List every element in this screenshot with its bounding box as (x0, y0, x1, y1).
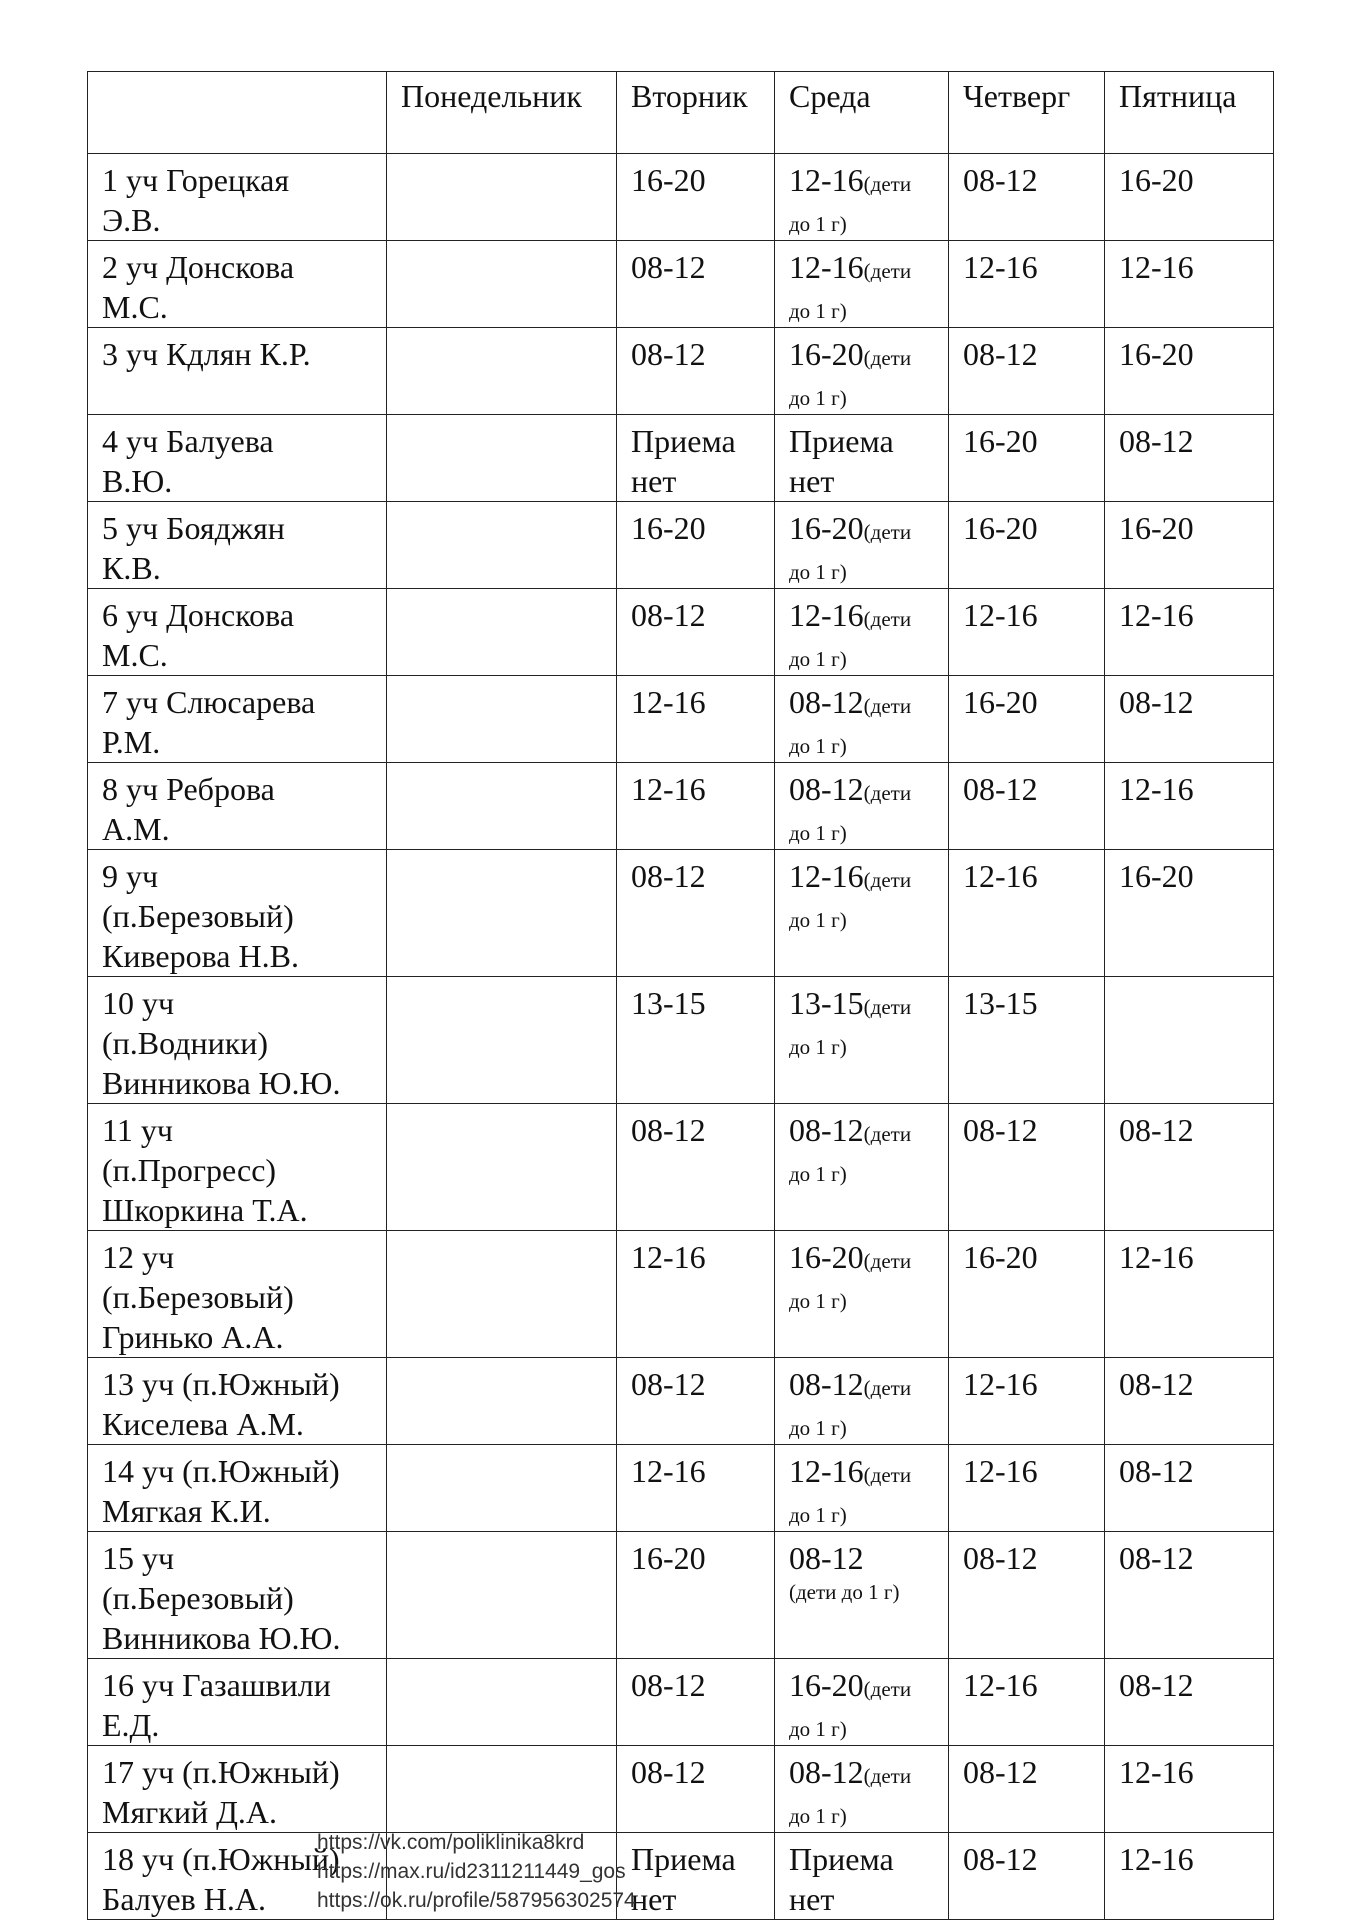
doctor-cell (88, 1445, 387, 1532)
table-row (88, 850, 1274, 977)
friday-cell: 16-20 (1105, 502, 1274, 589)
doctor-name-line: 9 уч (102, 858, 159, 894)
thursday-cell: 16-20 (949, 502, 1105, 589)
schedule-body (88, 154, 1274, 1920)
table-row (88, 1746, 1274, 1833)
wednesday-time: 16-20 (789, 336, 864, 372)
doctor-name-line: Винникова Ю.Ю. (102, 1620, 341, 1656)
friday-cell: 08-12 (1105, 415, 1274, 502)
monday-cell (387, 676, 617, 763)
tuesday-cell: Приема нет (617, 415, 775, 502)
wednesday-cell (775, 1445, 949, 1532)
thursday-cell: 12-16 (949, 1358, 1105, 1445)
tuesday-cell: 12-16 (617, 763, 775, 850)
wednesday-note: (дети до 1 г) (789, 346, 912, 410)
doctor-name-line: 3 уч Кдлян К.Р. (102, 336, 311, 372)
doctor-name-line: 16 уч Газашвили (102, 1667, 331, 1703)
friday-cell: 16-20 (1105, 154, 1274, 241)
wednesday-cell (775, 1231, 949, 1358)
doctor-name-line: 2 уч Донскова (102, 249, 295, 285)
wednesday-time: 08-12 (789, 1540, 864, 1576)
wednesday-note: (дети до 1 г) (789, 995, 912, 1059)
friday-cell: 12-16 (1105, 763, 1274, 850)
wednesday-note: (дети до 1 г) (789, 259, 912, 323)
doctor-name-line: 4 уч Балуева (102, 423, 274, 459)
wednesday-note: (дети до 1 г) (789, 172, 912, 236)
thursday-cell: 08-12 (949, 763, 1105, 850)
watermark-link-max[interactable]: https://max.ru/id2311211449_gos (317, 1860, 626, 1883)
thursday-cell: 12-16 (949, 241, 1105, 328)
monday-cell (387, 763, 617, 850)
header-tuesday: Вторник (617, 72, 775, 154)
header-row (88, 72, 1274, 154)
monday-cell (387, 415, 617, 502)
table-row (88, 1659, 1274, 1746)
monday-cell (387, 1445, 617, 1532)
doctor-name-line: (п.Березовый) (102, 1580, 294, 1616)
friday-cell: 08-12 (1105, 676, 1274, 763)
table-row (88, 1231, 1274, 1358)
friday-cell: 12-16 (1105, 589, 1274, 676)
doctor-name-line: (п.Березовый) (102, 898, 294, 934)
doctor-name-line: 5 уч Бояджян (102, 510, 285, 546)
doctor-cell (88, 1532, 387, 1659)
doctor-cell (88, 589, 387, 676)
wednesday-cell (775, 328, 949, 415)
friday-cell: 08-12 (1105, 1104, 1274, 1231)
watermark-link-ok[interactable]: https://ok.ru/profile/587956302574 (317, 1889, 636, 1912)
monday-cell (387, 977, 617, 1104)
thursday-cell: 16-20 (949, 415, 1105, 502)
friday-cell: 16-20 (1105, 328, 1274, 415)
monday-cell (387, 589, 617, 676)
friday-cell: 08-12 (1105, 1358, 1274, 1445)
tuesday-cell: 16-20 (617, 154, 775, 241)
doctor-name-line: 12 уч (102, 1239, 175, 1275)
doctor-cell (88, 1358, 387, 1445)
doctor-name-line: 17 уч (п.Южный) (102, 1754, 340, 1790)
doctor-cell (88, 415, 387, 502)
wednesday-time: 12-16 (789, 597, 864, 633)
header-monday: Понедельник (387, 72, 617, 154)
doctor-name-line: Мягкий Д.А. (102, 1794, 278, 1830)
doctor-cell (88, 977, 387, 1104)
header-wednesday: Среда (775, 72, 949, 154)
doctor-name-line: 11 уч (102, 1112, 173, 1148)
doctor-cell (88, 1231, 387, 1358)
friday-cell: 12-16 (1105, 1833, 1274, 1920)
header-friday: Пятница (1105, 72, 1274, 154)
tuesday-cell: 12-16 (617, 1445, 775, 1532)
monday-cell (387, 1104, 617, 1231)
doctor-cell (88, 328, 387, 415)
monday-cell (387, 1532, 617, 1659)
table-row (88, 1104, 1274, 1231)
doctor-name-line: 13 уч (п.Южный) (102, 1366, 340, 1402)
wednesday-note: (дети до 1 г) (789, 1376, 912, 1440)
monday-cell (387, 1358, 617, 1445)
doctor-cell (88, 1104, 387, 1231)
doctor-name-line: 8 уч Реброва (102, 771, 275, 807)
doctor-name-line: (п.Березовый) (102, 1279, 294, 1315)
tuesday-cell: 08-12 (617, 328, 775, 415)
doctor-name-line: Е.Д. (102, 1707, 160, 1743)
monday-cell (387, 1659, 617, 1746)
doctor-name-line: К.В. (102, 550, 161, 586)
friday-cell (1105, 977, 1274, 1104)
friday-cell: 08-12 (1105, 1445, 1274, 1532)
wednesday-cell (775, 977, 949, 1104)
tuesday-cell: 08-12 (617, 241, 775, 328)
doctor-name-line: Шкоркина Т.А. (102, 1192, 308, 1228)
doctor-name-line: Мягкая К.И. (102, 1493, 271, 1529)
monday-cell (387, 1231, 617, 1358)
wednesday-time: 16-20 (789, 1667, 864, 1703)
watermark-links (317, 1828, 636, 1915)
tuesday-cell: Приема нет (617, 1833, 775, 1920)
wednesday-time: 08-12 (789, 771, 864, 807)
tuesday-cell: 12-16 (617, 676, 775, 763)
doctor-name-line: Р.М. (102, 724, 161, 760)
friday-cell: 08-12 (1105, 1532, 1274, 1659)
doctor-name-line: Винникова Ю.Ю. (102, 1065, 341, 1101)
monday-cell (387, 328, 617, 415)
doctor-cell (88, 241, 387, 328)
tuesday-cell: 13-15 (617, 977, 775, 1104)
friday-cell: 16-20 (1105, 850, 1274, 977)
doctor-name-line: (п.Прогресс) (102, 1152, 277, 1188)
doctor-cell (88, 676, 387, 763)
doctor-cell (88, 154, 387, 241)
doctor-name-line: Балуев Н.А. (102, 1881, 266, 1917)
friday-cell: 08-12 (1105, 1659, 1274, 1746)
doctor-cell (88, 850, 387, 977)
doctor-name-line: В.Ю. (102, 463, 173, 499)
watermark-link-vk[interactable]: https://vk.com/poliklinika8krd (317, 1831, 585, 1854)
thursday-cell: 12-16 (949, 589, 1105, 676)
wednesday-note: (дети до 1 г) (789, 1122, 912, 1186)
wednesday-time: 12-16 (789, 162, 864, 198)
wednesday-cell (775, 676, 949, 763)
doctor-cell (88, 1659, 387, 1746)
doctor-name-line: 1 уч Горецкая (102, 162, 290, 198)
tuesday-cell: 12-16 (617, 1231, 775, 1358)
tuesday-cell: 08-12 (617, 1104, 775, 1231)
tuesday-cell: 08-12 (617, 1746, 775, 1833)
wednesday-cell (775, 1532, 949, 1659)
wednesday-time: 08-12 (789, 1112, 864, 1148)
wednesday-time: 08-12 (789, 1366, 864, 1402)
table-row (88, 676, 1274, 763)
wednesday-note: (дети до 1 г) (789, 520, 912, 584)
wednesday-time: 08-12 (789, 684, 864, 720)
wednesday-cell (775, 154, 949, 241)
tuesday-cell: 08-12 (617, 1659, 775, 1746)
monday-cell (387, 850, 617, 977)
doctor-name-line: 6 уч Донскова (102, 597, 295, 633)
table-row (88, 589, 1274, 676)
wednesday-cell (775, 241, 949, 328)
tuesday-cell: 16-20 (617, 1532, 775, 1659)
thursday-cell: 08-12 (949, 328, 1105, 415)
wednesday-time: 16-20 (789, 510, 864, 546)
wednesday-note: (дети до 1 г) (789, 868, 912, 932)
doctor-name-line: М.С. (102, 289, 168, 325)
doctor-name-line: 14 уч (п.Южный) (102, 1453, 340, 1489)
wednesday-time: 12-16 (789, 249, 864, 285)
wednesday-cell (775, 1833, 949, 1920)
wednesday-cell (775, 1746, 949, 1833)
wednesday-cell (775, 1104, 949, 1231)
doctor-name-line: Киверова Н.В. (102, 938, 299, 974)
thursday-cell: 08-12 (949, 154, 1105, 241)
doctor-name-line: Гринько А.А. (102, 1319, 284, 1355)
table-row (88, 1445, 1274, 1532)
thursday-cell: 13-15 (949, 977, 1105, 1104)
wednesday-cell (775, 502, 949, 589)
wednesday-cell (775, 763, 949, 850)
wednesday-note: (дети до 1 г) (789, 694, 912, 758)
table-row (88, 502, 1274, 589)
tuesday-cell: 16-20 (617, 502, 775, 589)
friday-cell: 12-16 (1105, 1746, 1274, 1833)
doctor-cell (88, 763, 387, 850)
wednesday-cell (775, 850, 949, 977)
thursday-cell: 08-12 (949, 1104, 1105, 1231)
table-row (88, 154, 1274, 241)
table-row (88, 328, 1274, 415)
tuesday-cell: 08-12 (617, 1358, 775, 1445)
wednesday-time: 12-16 (789, 858, 864, 894)
table-row (88, 1358, 1274, 1445)
wednesday-note: (дети до 1 г) (789, 1764, 912, 1828)
monday-cell (387, 241, 617, 328)
doctor-name-line: 15 уч (102, 1540, 175, 1576)
doctor-name-line: (п.Водники) (102, 1025, 269, 1061)
schedule-table (87, 71, 1274, 1920)
doctor-name-line: Киселева А.М. (102, 1406, 304, 1442)
monday-cell (387, 1746, 617, 1833)
doctor-name-line: М.С. (102, 637, 168, 673)
monday-cell (387, 154, 617, 241)
tuesday-cell: 08-12 (617, 589, 775, 676)
header-cell-blank (88, 72, 387, 154)
table-row (88, 977, 1274, 1104)
doctor-cell (88, 1746, 387, 1833)
wednesday-time: 08-12 (789, 1754, 864, 1790)
thursday-cell: 12-16 (949, 1659, 1105, 1746)
doctor-name-line: 7 уч Слюсарева (102, 684, 316, 720)
wednesday-note: (дети до 1 г) (789, 1463, 912, 1527)
thursday-cell: 12-16 (949, 1445, 1105, 1532)
table-row (88, 1532, 1274, 1659)
wednesday-cell (775, 1659, 949, 1746)
wednesday-cell (775, 589, 949, 676)
thursday-cell: 16-20 (949, 676, 1105, 763)
wednesday-time: 13-15 (789, 985, 864, 1021)
tuesday-cell: 08-12 (617, 850, 775, 977)
doctor-name-line: Э.В. (102, 202, 161, 238)
doctor-name-line: А.М. (102, 811, 170, 847)
wednesday-cell (775, 1358, 949, 1445)
wednesday-time: Приема нет (789, 1841, 894, 1917)
thursday-cell: 08-12 (949, 1833, 1105, 1920)
thursday-cell: 12-16 (949, 850, 1105, 977)
wednesday-note: (дети до 1 г) (789, 1249, 912, 1313)
thursday-cell: 08-12 (949, 1746, 1105, 1833)
header-thursday: Четверг (949, 72, 1105, 154)
monday-cell (387, 502, 617, 589)
friday-cell: 12-16 (1105, 241, 1274, 328)
doctor-name-line: 18 уч (п.Южный) (102, 1841, 340, 1877)
wednesday-time: Приема нет (789, 423, 894, 499)
wednesday-note: (дети до 1 г) (789, 781, 912, 845)
thursday-cell: 16-20 (949, 1231, 1105, 1358)
wednesday-note: (дети до 1 г) (789, 607, 912, 671)
wednesday-note: (дети до 1 г) (789, 1580, 900, 1604)
table-row (88, 415, 1274, 502)
doctor-name-line: 10 уч (102, 985, 175, 1021)
wednesday-cell (775, 415, 949, 502)
wednesday-time: 12-16 (789, 1453, 864, 1489)
wednesday-time: 16-20 (789, 1239, 864, 1275)
wednesday-note: (дети до 1 г) (789, 1677, 912, 1741)
friday-cell: 12-16 (1105, 1231, 1274, 1358)
table-row (88, 763, 1274, 850)
thursday-cell: 08-12 (949, 1532, 1105, 1659)
table-row (88, 241, 1274, 328)
table-row (88, 1833, 1274, 1920)
doctor-cell (88, 502, 387, 589)
